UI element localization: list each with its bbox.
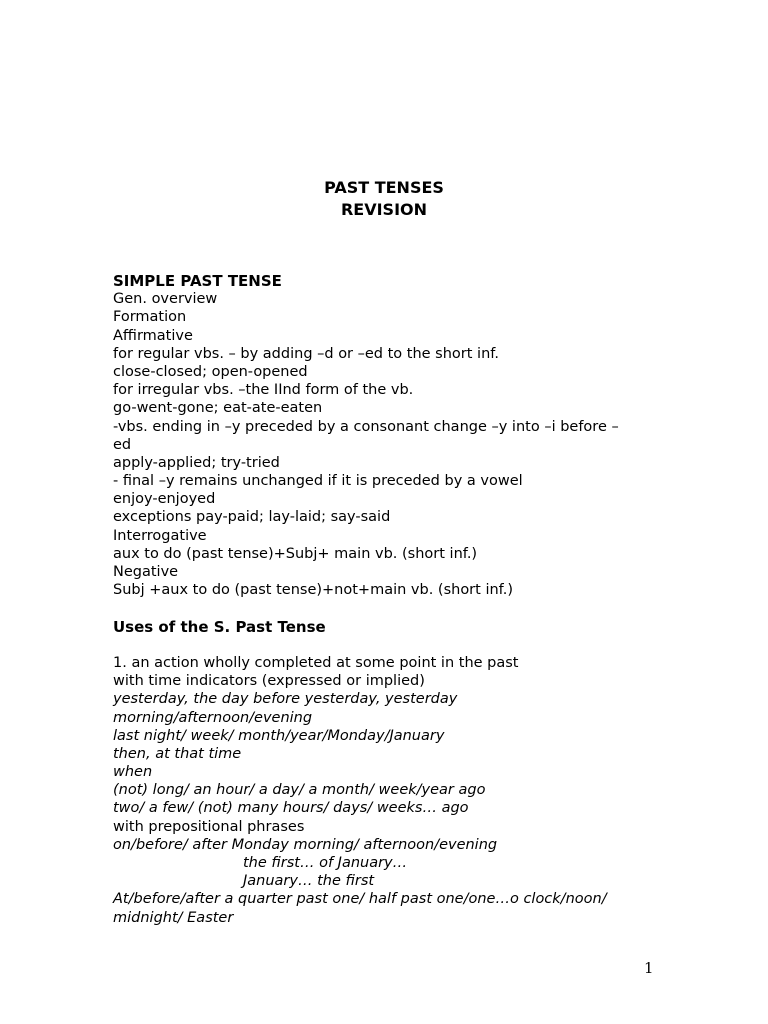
spacer [113, 599, 653, 617]
text-line: Negative [113, 564, 179, 580]
italic-line: midnight/ Easter [113, 909, 234, 926]
italic-line-indented: the first… of January… [243, 855, 408, 871]
text-line: exceptions pay-paid; lay-laid; say-said [113, 509, 391, 526]
italic-line: (not) long/ an hour/ a day/ a month/ week/year ago [113, 782, 486, 799]
text-line: aux to do (past tense)+Subj+ main vb. (short inf.) [113, 545, 478, 562]
page-number: 1 [644, 959, 654, 977]
document-body [113, 272, 653, 927]
section-heading-simple-past: SIMPLE PAST TENSE [113, 272, 282, 290]
italic-line: yesterday, the day before yesterday, yesterday [113, 691, 458, 708]
italic-line-indented: January… the first [243, 873, 375, 890]
text-line: enjoy-enjoyed [113, 491, 216, 508]
italic-line: morning/afternoon/evening [113, 709, 313, 726]
italic-line: on/before/ after Monday morning/ afternoon/evening [113, 836, 498, 853]
text-line: - final –y remains unchanged if it is preceded by a vowel [113, 473, 523, 490]
text-line: Gen. overview [113, 291, 218, 308]
section-heading-uses: Uses of the S. Past Tense [113, 617, 326, 636]
text-line: ed [113, 436, 132, 453]
document-title: PAST TENSES [324, 178, 444, 197]
text-line: Affirmative [113, 327, 193, 344]
text-line: for regular vbs. – by adding –d or –ed to the short inf. [113, 345, 499, 362]
italic-line: then, at that time [113, 745, 242, 762]
text-line: with prepositional phrases [113, 818, 305, 835]
text-line: with time indicators (expressed or implied) [113, 673, 425, 690]
text-line: apply-applied; try-tried [113, 454, 280, 471]
text-line: for irregular vbs. –the IInd form of the vb. [113, 382, 414, 399]
italic-line: At/before/after a quarter past one/ half past one/one…o clock/noon/ [113, 891, 607, 908]
document-subtitle: REVISION [340, 200, 428, 219]
italic-line: last night/ week/ month/year/Monday/January [113, 727, 445, 744]
text-line: Subj +aux to do (past tense)+not+main vb. (short inf.) [113, 582, 513, 599]
italic-line: two/ a few/ (not) many hours/ days/ weeks… ago [113, 800, 469, 817]
text-line: Formation [113, 309, 187, 326]
text-line: go-went-gone; eat-ate-eaten [113, 400, 323, 417]
italic-line: when [113, 764, 153, 781]
spacer [113, 636, 653, 654]
text-line: 1. an action wholly completed at some point in the past [113, 654, 519, 671]
text-line: -vbs. ending in –y preceded by a consonant change –y into –i before – [113, 418, 619, 435]
text-line: Interrogative [113, 527, 207, 544]
text-line: close-closed; open-opened [113, 363, 308, 380]
